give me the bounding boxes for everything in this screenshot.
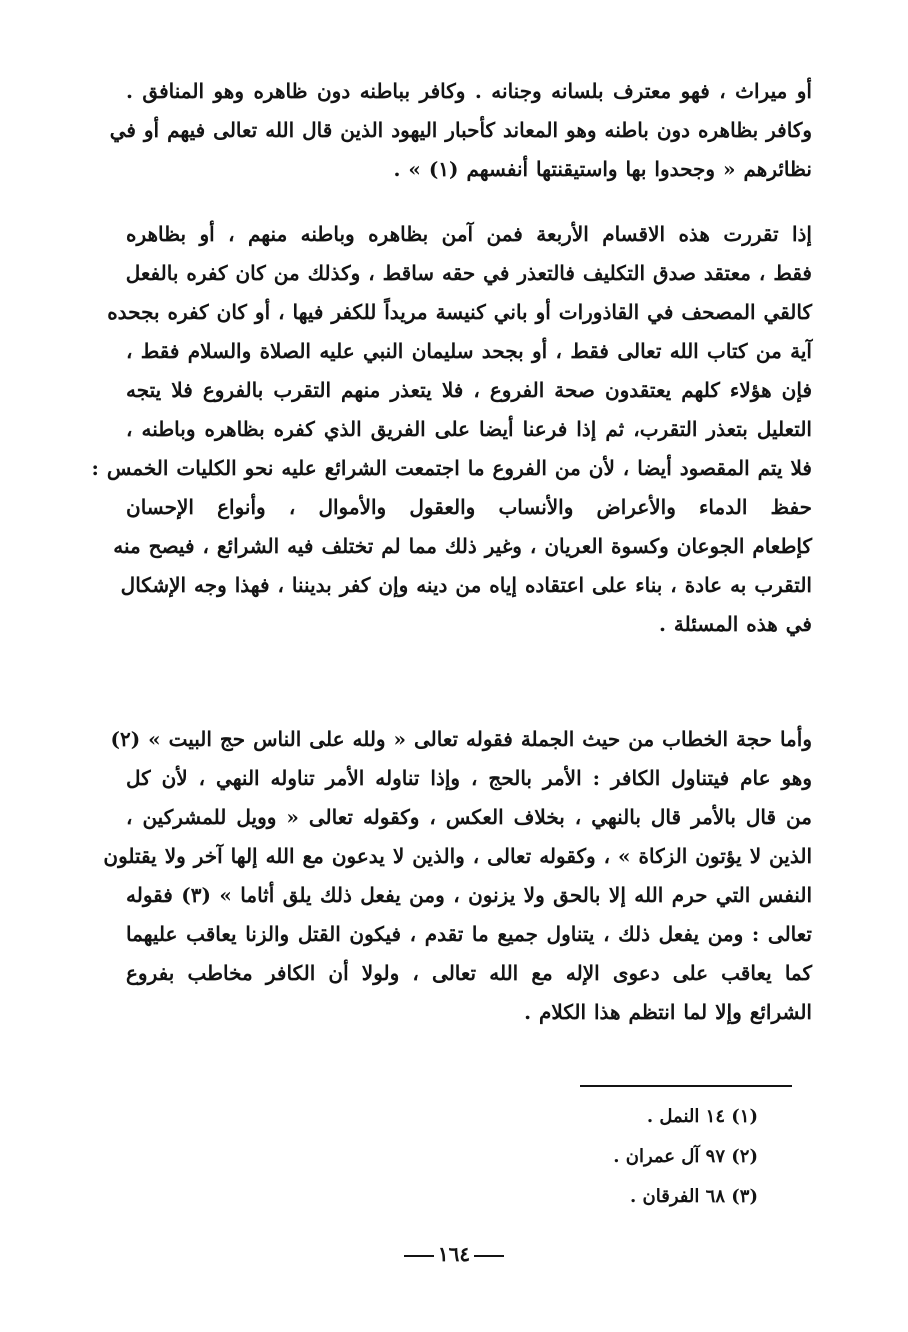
text-line: حفظ الدماء والأعراض والأنساب والعقول والأموال ، وأنواع الإحسان bbox=[126, 495, 812, 519]
paragraph-3 bbox=[103, 720, 812, 1032]
paragraph-2 bbox=[91, 215, 812, 644]
text-line: فإن هؤلاء كلهم يعتقدون صحة الفروع ، فلا يتعذر منهم التقرب بالفروع فلا يتجه bbox=[126, 378, 812, 402]
text-line: نظائرهم « وجحدوا بها واستيقنتها أنفسهم (١) » . bbox=[393, 157, 812, 181]
footnote-1: (١) ١٤ النمل . bbox=[646, 1106, 758, 1127]
footnotes bbox=[498, 1097, 758, 1217]
text-line: إذا تقررت هذه الاقسام الأربعة فمن آمن بظاهره وباطنه منهم ، أو بظاهره bbox=[126, 222, 812, 246]
footnote-3: (٣) ٦٨ الفرقان . bbox=[630, 1186, 758, 1207]
footnote-divider bbox=[580, 1085, 792, 1087]
text-line: التعليل بتعذر التقرب، ثم إذا فرعنا أيضا على الفريق الذي كفره بظاهره وباطنه ، bbox=[126, 417, 812, 441]
text-line: كإطعام الجوعان وكسوة العريان ، وغير ذلك مما لم تختلف فيه الشرائع ، فيصح منه bbox=[113, 534, 812, 558]
text-line: وكافر بظاهره دون باطنه وهو المعاند كأحبار اليهود الذين قال الله تعالى فيهم أو في bbox=[109, 118, 812, 142]
footnote-2: (٢) ٩٧ آل عمران . bbox=[613, 1146, 758, 1167]
text-line: أو ميراث ، فهو معترف بلسانه وجنانه . وكافر بباطنه دون ظاهره وهو المنافق . bbox=[126, 79, 812, 103]
text-line: فلا يتم المقصود أيضا ، لأن من الفروع ما اجتمعت الشرائع عليه نحو الكليات الخمس : bbox=[91, 456, 812, 480]
page-number bbox=[0, 1242, 908, 1266]
text-line: الشرائع وإلا لما انتظم هذا الكلام . bbox=[524, 1000, 812, 1024]
text-line: النفس التي حرم الله إلا بالحق ولا يزنون ، ومن يفعل ذلك يلق أثاما » (٣) فقوله bbox=[126, 883, 812, 907]
paragraph-1 bbox=[109, 72, 812, 189]
text-line: فقط ، معتقد صدق التكليف فالتعذر في حقه ساقط ، وكذلك من كان كفره بالفعل bbox=[125, 261, 812, 285]
text-line: تعالى : ومن يفعل ذلك ، يتناول جميع ما تقدم ، فيكون القتل والزنا يعاقب عليهما bbox=[126, 922, 812, 946]
text-line: في هذه المسئلة . bbox=[658, 612, 812, 636]
text-line: كما يعاقب على دعوى الإله مع الله تعالى ، ولولا أن الكافر مخاطب بفروع bbox=[126, 961, 812, 985]
text-line: الذين لا يؤتون الزكاة » ، وكقوله تعالى ، والذين لا يدعون مع الله إلها آخر ولا يقتلون bbox=[103, 844, 812, 868]
dash-right bbox=[404, 1255, 434, 1257]
text-line: وأما حجة الخطاب من حيث الجملة فقوله تعالى « ولله على الناس حج البيت » (٢) bbox=[110, 727, 812, 751]
text-line: التقرب به عادة ، بناء على اعتقاده إياه من دينه وإن كفر بديننا ، فهذا وجه الإشكال bbox=[120, 573, 812, 597]
text-line: كالقي المصحف في القاذورات أو باني كنيسة مريداً للكفر فيها ، أو كان كفره بجحده bbox=[107, 300, 812, 324]
text-line: وهو عام فيتناول الكافر : الأمر بالحج ، وإذا تناوله الأمر تناوله النهي ، لأن كل bbox=[126, 766, 812, 790]
dash-left bbox=[474, 1255, 504, 1257]
text-line: آية من كتاب الله تعالى فقط ، أو بجحد سليمان النبي عليه الصلاة والسلام فقط ، bbox=[126, 339, 812, 363]
text-line: من قال بالأمر قال بالنهي ، بخلاف العكس ، وكقوله تعالى « وويل للمشركين ، bbox=[126, 805, 812, 829]
page-number-text: ١٦٤ bbox=[437, 1242, 471, 1266]
